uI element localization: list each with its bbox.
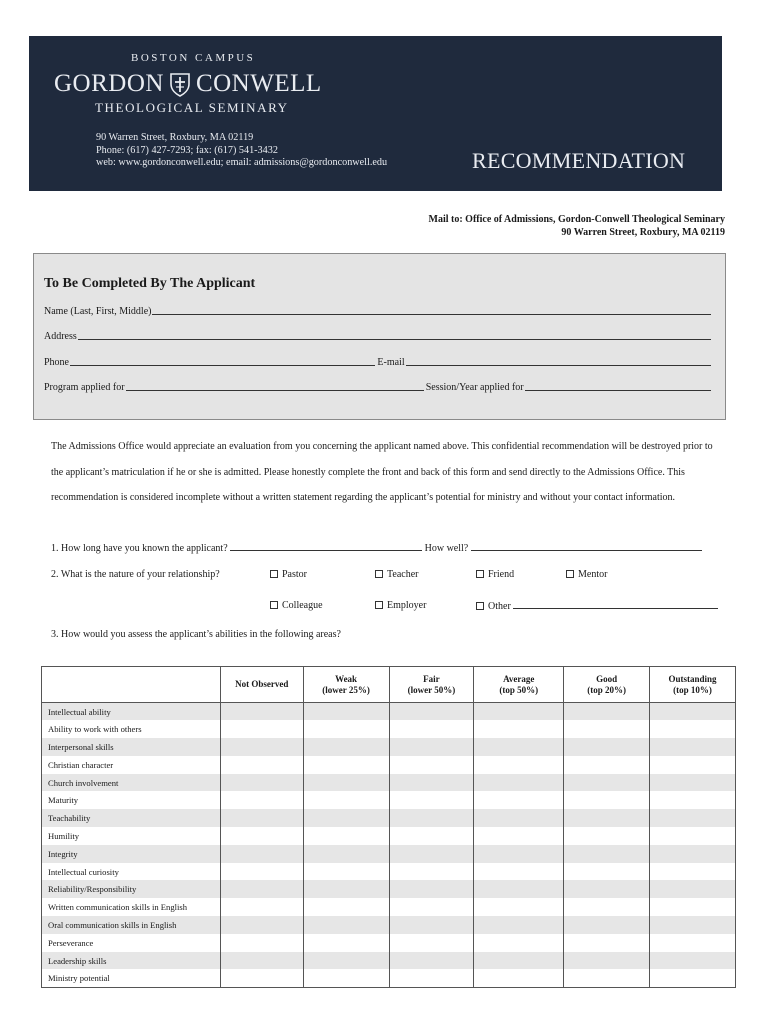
mail-to-block: [429, 213, 725, 239]
rating-cell-average[interactable]: [474, 774, 564, 792]
rating-cell-fair[interactable]: [389, 898, 474, 916]
criteria-label: Ministry potential: [42, 969, 221, 987]
known-duration-field[interactable]: [230, 542, 422, 551]
rating-cell-not-observed[interactable]: [220, 720, 303, 738]
rating-cell-weak[interactable]: [303, 845, 389, 863]
criteria-label: Intellectual ability: [42, 703, 221, 721]
rating-cell-good[interactable]: [564, 827, 650, 845]
rating-cell-good[interactable]: [564, 791, 650, 809]
rating-cell-fair[interactable]: [389, 756, 474, 774]
rating-cell-not-observed[interactable]: [220, 809, 303, 827]
table-row: [42, 827, 736, 845]
rating-cell-fair[interactable]: [389, 969, 474, 987]
option-pastor[interactable]: [270, 569, 307, 580]
criteria-label: Written communication skills in English: [42, 898, 221, 916]
option-friend-label: Friend: [488, 569, 515, 580]
rating-cell-not-observed[interactable]: [220, 880, 303, 898]
header-outstanding: Outstanding (top 10%): [650, 667, 736, 703]
table-row: [42, 756, 736, 774]
rating-cell-average[interactable]: [474, 898, 564, 916]
header-criteria: [42, 667, 221, 703]
rating-cell-average[interactable]: [474, 845, 564, 863]
rating-cell-not-observed[interactable]: [220, 952, 303, 970]
rating-cell-weak[interactable]: [303, 969, 389, 987]
rating-cell-weak[interactable]: [303, 898, 389, 916]
checkbox-icon[interactable]: [375, 601, 383, 609]
phone-field[interactable]: [70, 357, 375, 366]
logo-text-left: GORDON: [54, 70, 164, 97]
seminary-name: THEOLOGICAL SEMINARY: [95, 100, 289, 115]
rating-cell-average[interactable]: [474, 827, 564, 845]
rating-cell-fair[interactable]: [389, 791, 474, 809]
name-field[interactable]: [152, 306, 711, 315]
ratings-body: [42, 703, 736, 988]
option-other-label: Other: [488, 601, 511, 612]
option-other[interactable]: [476, 600, 718, 612]
rating-cell-fair[interactable]: [389, 809, 474, 827]
header-good: Good (top 20%): [564, 667, 650, 703]
rating-cell-outstanding[interactable]: [650, 738, 736, 756]
criteria-label: Leadership skills: [42, 952, 221, 970]
document-title: RECOMMENDATION: [472, 148, 686, 173]
question-2-label: 2. What is the nature of your relationship?: [51, 569, 220, 580]
option-employer[interactable]: [375, 600, 426, 611]
table-row: [42, 791, 736, 809]
rating-cell-average[interactable]: [474, 863, 564, 881]
phone-label: Phone: [44, 357, 69, 368]
question-1-label: 1. How long have you known the applicant?: [51, 543, 228, 554]
rating-cell-outstanding[interactable]: [650, 969, 736, 987]
header-fair: Fair (lower 50%): [389, 667, 474, 703]
rating-cell-outstanding[interactable]: [650, 934, 736, 952]
table-row: [42, 809, 736, 827]
shield-cross-icon: [169, 72, 191, 97]
rating-cell-average[interactable]: [474, 738, 564, 756]
rating-cell-outstanding[interactable]: [650, 880, 736, 898]
checkbox-icon[interactable]: [476, 602, 484, 610]
criteria-label: Reliability/Responsibility: [42, 880, 221, 898]
email-field[interactable]: [406, 357, 711, 366]
logo-text-right: CONWELL: [195, 70, 322, 97]
checkbox-icon[interactable]: [375, 570, 383, 578]
rating-cell-weak[interactable]: [303, 863, 389, 881]
name-row: [44, 306, 713, 317]
rating-cell-fair[interactable]: [389, 774, 474, 792]
rating-cell-outstanding[interactable]: [650, 863, 736, 881]
rating-cell-average[interactable]: [474, 720, 564, 738]
program-field[interactable]: [126, 382, 424, 391]
rating-cell-weak[interactable]: [303, 809, 389, 827]
rating-cell-outstanding[interactable]: [650, 845, 736, 863]
mail-to-line2: 90 Warren Street, Roxbury, MA 02119: [561, 227, 725, 238]
rating-cell-outstanding[interactable]: [650, 916, 736, 934]
rating-cell-good[interactable]: [564, 898, 650, 916]
address-row: [44, 331, 713, 342]
seminary-logo: [54, 70, 322, 98]
header-not-observed: Not Observed: [220, 667, 303, 703]
table-row: [42, 845, 736, 863]
other-relationship-field[interactable]: [513, 600, 718, 609]
header-average: Average (top 50%): [474, 667, 564, 703]
checkbox-icon[interactable]: [476, 570, 484, 578]
rating-cell-not-observed[interactable]: [220, 863, 303, 881]
rating-cell-weak[interactable]: [303, 934, 389, 952]
checkbox-icon[interactable]: [566, 570, 574, 578]
rating-cell-not-observed[interactable]: [220, 898, 303, 916]
option-mentor[interactable]: [566, 569, 607, 580]
rating-cell-not-observed[interactable]: [220, 756, 303, 774]
rating-cell-average[interactable]: [474, 969, 564, 987]
criteria-label: Intellectual curiosity: [42, 863, 221, 881]
rating-cell-outstanding[interactable]: [650, 756, 736, 774]
criteria-label: Integrity: [42, 845, 221, 863]
table-row: [42, 738, 736, 756]
email-label: E-mail: [377, 357, 405, 368]
rating-cell-good[interactable]: [564, 969, 650, 987]
header-weak: Weak (lower 25%): [303, 667, 389, 703]
rating-cell-good[interactable]: [564, 720, 650, 738]
rating-cell-not-observed[interactable]: [220, 845, 303, 863]
ratings-header-row: [42, 667, 736, 703]
mail-to-line1: Mail to: Office of Admissions, Gordon-Conwell Theological Seminary: [428, 214, 725, 225]
table-row: [42, 952, 736, 970]
table-row: [42, 720, 736, 738]
rating-cell-outstanding[interactable]: [650, 827, 736, 845]
rating-cell-not-observed[interactable]: [220, 703, 303, 721]
program-label: Program applied for: [44, 382, 125, 393]
address-label: Address: [44, 331, 77, 342]
rating-cell-not-observed[interactable]: [220, 791, 303, 809]
rating-cell-fair[interactable]: [389, 703, 474, 721]
rating-cell-not-observed[interactable]: [220, 969, 303, 987]
table-row: [42, 703, 736, 721]
rating-cell-good[interactable]: [564, 774, 650, 792]
table-row: [42, 969, 736, 987]
rating-cell-not-observed[interactable]: [220, 738, 303, 756]
table-row: [42, 916, 736, 934]
rating-cell-not-observed[interactable]: [220, 774, 303, 792]
rating-cell-fair[interactable]: [389, 952, 474, 970]
checkbox-icon[interactable]: [270, 601, 278, 609]
rating-cell-outstanding[interactable]: [650, 952, 736, 970]
rating-cell-average[interactable]: [474, 756, 564, 774]
rating-cell-outstanding[interactable]: [650, 774, 736, 792]
checkbox-icon[interactable]: [270, 570, 278, 578]
rating-cell-weak[interactable]: [303, 720, 389, 738]
rating-cell-average[interactable]: [474, 880, 564, 898]
session-field[interactable]: [525, 382, 711, 391]
table-row: [42, 934, 736, 952]
rating-cell-good[interactable]: [564, 809, 650, 827]
rating-cell-good[interactable]: [564, 845, 650, 863]
option-mentor-label: Mentor: [578, 569, 608, 580]
address-line: 90 Warren Street, Roxbury, MA 02119: [96, 132, 254, 143]
rating-cell-outstanding[interactable]: [650, 898, 736, 916]
phone-fax-line: Phone: (617) 427-7293; fax: (617) 541-3432: [96, 144, 278, 156]
rating-cell-good[interactable]: [564, 738, 650, 756]
rating-cell-not-observed[interactable]: [220, 827, 303, 845]
table-row: [42, 880, 736, 898]
intro-paragraph: The Admissions Office would appreciate an evaluation from you concerning the applicant named above. This confidential recommendation will be destroyed prior to the applicant’s matriculation if he or she is admitted. Please honestly complete the front and back of this form and send directly to the Admissions Office. This recommendation is considered incomplete without a written statement regarding the applicant’s potential for ministry and without your contact information.: [51, 441, 713, 503]
applicant-section: [33, 253, 726, 420]
rating-cell-average[interactable]: [474, 934, 564, 952]
rating-cell-weak[interactable]: [303, 791, 389, 809]
table-row: [42, 774, 736, 792]
rating-cell-fair[interactable]: [389, 720, 474, 738]
option-teacher[interactable]: [375, 569, 419, 580]
header-banner: [29, 36, 722, 191]
rating-cell-fair[interactable]: [389, 845, 474, 863]
option-employer-label: Employer: [387, 600, 427, 611]
rating-cell-fair[interactable]: [389, 880, 474, 898]
rating-cell-average[interactable]: [474, 791, 564, 809]
rating-cell-weak[interactable]: [303, 952, 389, 970]
criteria-label: Ability to work with others: [42, 720, 221, 738]
rating-cell-weak[interactable]: [303, 916, 389, 934]
criteria-label: Oral communication skills in English: [42, 916, 221, 934]
rating-cell-outstanding[interactable]: [650, 809, 736, 827]
program-session-row: [44, 382, 713, 393]
how-well-field[interactable]: [471, 542, 702, 551]
rating-cell-fair[interactable]: [389, 916, 474, 934]
rating-cell-good[interactable]: [564, 880, 650, 898]
rating-cell-fair[interactable]: [389, 827, 474, 845]
applicant-heading: To Be Completed By The Applicant: [44, 276, 256, 291]
rating-cell-good[interactable]: [564, 703, 650, 721]
rating-cell-good[interactable]: [564, 934, 650, 952]
rating-cell-outstanding[interactable]: [650, 720, 736, 738]
rating-cell-outstanding[interactable]: [650, 703, 736, 721]
rating-cell-fair[interactable]: [389, 738, 474, 756]
criteria-label: Christian character: [42, 756, 221, 774]
option-colleague-label: Colleague: [282, 600, 323, 611]
option-friend[interactable]: [476, 569, 514, 580]
option-teacher-label: Teacher: [387, 569, 419, 580]
rating-cell-weak[interactable]: [303, 703, 389, 721]
address-field[interactable]: [78, 331, 711, 340]
rating-cell-fair[interactable]: [389, 934, 474, 952]
question-3-label: 3. How would you assess the applicant’s abilities in the following areas?: [51, 629, 341, 640]
criteria-label: Perseverance: [42, 934, 221, 952]
rating-cell-not-observed[interactable]: [220, 916, 303, 934]
option-colleague[interactable]: [270, 600, 323, 611]
rating-cell-average[interactable]: [474, 703, 564, 721]
ratings-table: [41, 666, 736, 988]
criteria-label: Church involvement: [42, 774, 221, 792]
criteria-label: Interpersonal skills: [42, 738, 221, 756]
rating-cell-good[interactable]: [564, 863, 650, 881]
criteria-label: Maturity: [42, 791, 221, 809]
rating-cell-weak[interactable]: [303, 774, 389, 792]
rating-cell-average[interactable]: [474, 952, 564, 970]
rating-cell-fair[interactable]: [389, 863, 474, 881]
option-pastor-label: Pastor: [282, 569, 307, 580]
contact-info: [96, 132, 387, 170]
rating-cell-good[interactable]: [564, 916, 650, 934]
rating-cell-good[interactable]: [564, 756, 650, 774]
criteria-label: Teachability: [42, 809, 221, 827]
name-label: Name (Last, First, Middle): [44, 306, 152, 317]
campus-label: BOSTON CAMPUS: [131, 52, 256, 64]
rating-cell-not-observed[interactable]: [220, 934, 303, 952]
phone-email-row: [44, 357, 713, 368]
rating-cell-average[interactable]: [474, 809, 564, 827]
rating-cell-weak[interactable]: [303, 738, 389, 756]
web-email-line: web: www.gordonconwell.edu; email: admissions@gordonconwell.edu: [96, 157, 388, 168]
rating-cell-weak[interactable]: [303, 756, 389, 774]
rating-cell-outstanding[interactable]: [650, 791, 736, 809]
criteria-label: Humility: [42, 827, 221, 845]
rating-cell-good[interactable]: [564, 952, 650, 970]
table-row: [42, 898, 736, 916]
question-1: [51, 542, 702, 554]
rating-cell-weak[interactable]: [303, 880, 389, 898]
table-row: [42, 863, 736, 881]
rating-cell-weak[interactable]: [303, 827, 389, 845]
session-label: Session/Year applied for: [425, 382, 524, 393]
rating-cell-average[interactable]: [474, 916, 564, 934]
how-well-label: How well?: [424, 543, 469, 554]
